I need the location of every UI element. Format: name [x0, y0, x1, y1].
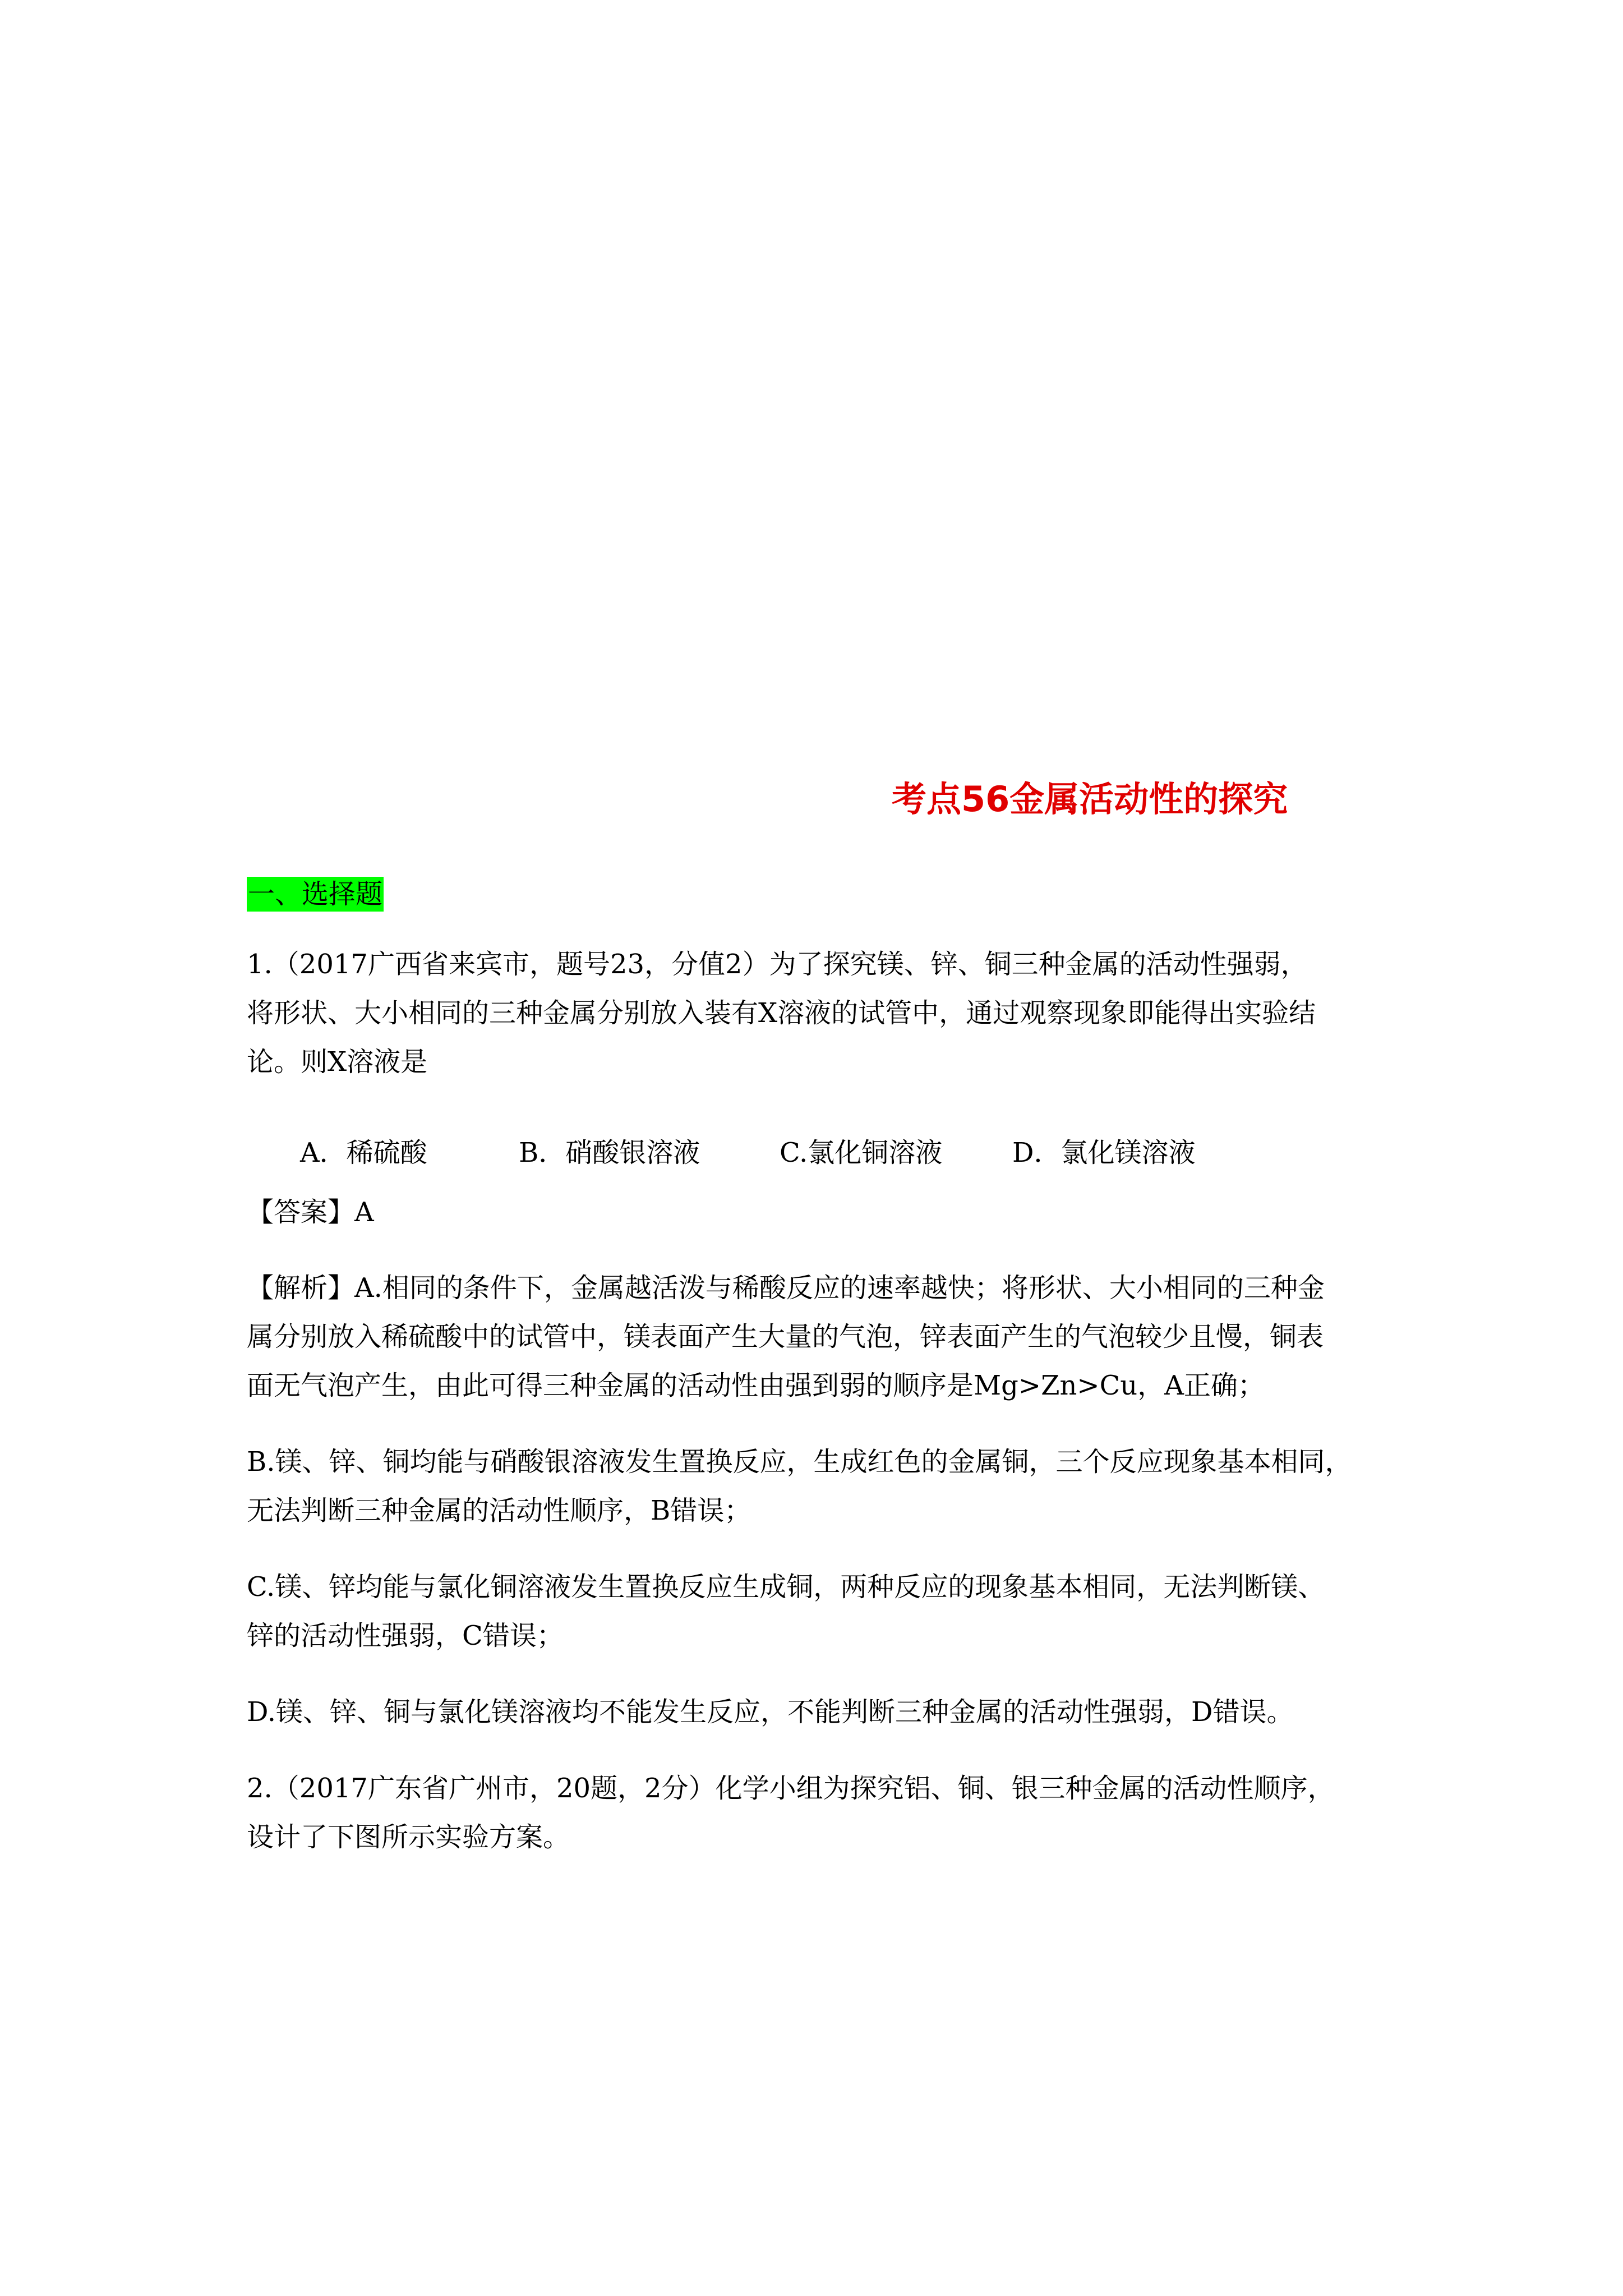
option-b: B．硝酸银溶液 — [519, 1137, 700, 1168]
question-2-line-1: 2.（2017广东省广州市，20题，2分）化学小组为探究铝、铜、银三种金属的活动性顺序， — [247, 1773, 1335, 1804]
section-heading: 一、选择题 — [247, 877, 384, 912]
analysis-a-line-1: 【解析】A.相同的条件下，金属越活泼与稀酸反应的速率越快；将形状、大小相同的三种金 — [247, 1272, 1325, 1304]
analysis-c-line-2: 锌的活动性强弱，C错误； — [247, 1620, 564, 1651]
question-1-line-1: 1.（2017广西省来宾市，题号23，分值2）为了探究镁、锌、铜三种金属的活动性强弱， — [247, 949, 1308, 980]
option-d: D．氯化镁溶液 — [1012, 1137, 1196, 1168]
analysis-a-line-2: 属分别放入稀硫酸中的试管中，镁表面产生大量的气泡，锌表面产生的气泡较少且慢，铜表 — [247, 1321, 1324, 1352]
option-c: C.氯化铜溶液 — [780, 1137, 943, 1168]
analysis-b-line-2: 无法判断三种金属的活动性顺序，B错误； — [247, 1495, 751, 1526]
analysis-a-line-3: 面无气泡产生，由此可得三种金属的活动性由强到弱的顺序是Mg>Zn>Cu，A正确； — [247, 1370, 1265, 1401]
analysis-d-line-1: D.镁、锌、铜与氯化镁溶液均不能发生反应，不能判断三种金属的活动性强弱，D错误。 — [247, 1696, 1294, 1728]
page-title: 考点56金属活动性的探究 — [892, 779, 1288, 820]
option-a: A．稀硫酸 — [300, 1137, 427, 1168]
analysis-c-line-1: C.镁、锌均能与氯化铜溶液发生置换反应生成铜，两种反应的现象基本相同，无法判断镁、 — [247, 1571, 1325, 1603]
analysis-b-line-1: B.镁、锌、铜均能与硝酸银溶液发生置换反应，生成红色的金属铜，三个反应现象基本相同， — [247, 1446, 1352, 1478]
answer-line: 【答案】A — [247, 1197, 374, 1228]
question-2-line-2: 设计了下图所示实验方案。 — [247, 1821, 570, 1853]
question-1-options — [300, 1135, 1196, 1170]
question-1-line-2: 将形状、大小相同的三种金属分别放入装有X溶液的试管中，通过观察现象即能得出实验结 — [247, 997, 1316, 1029]
question-1-line-3: 论。则X溶液是 — [247, 1046, 428, 1078]
